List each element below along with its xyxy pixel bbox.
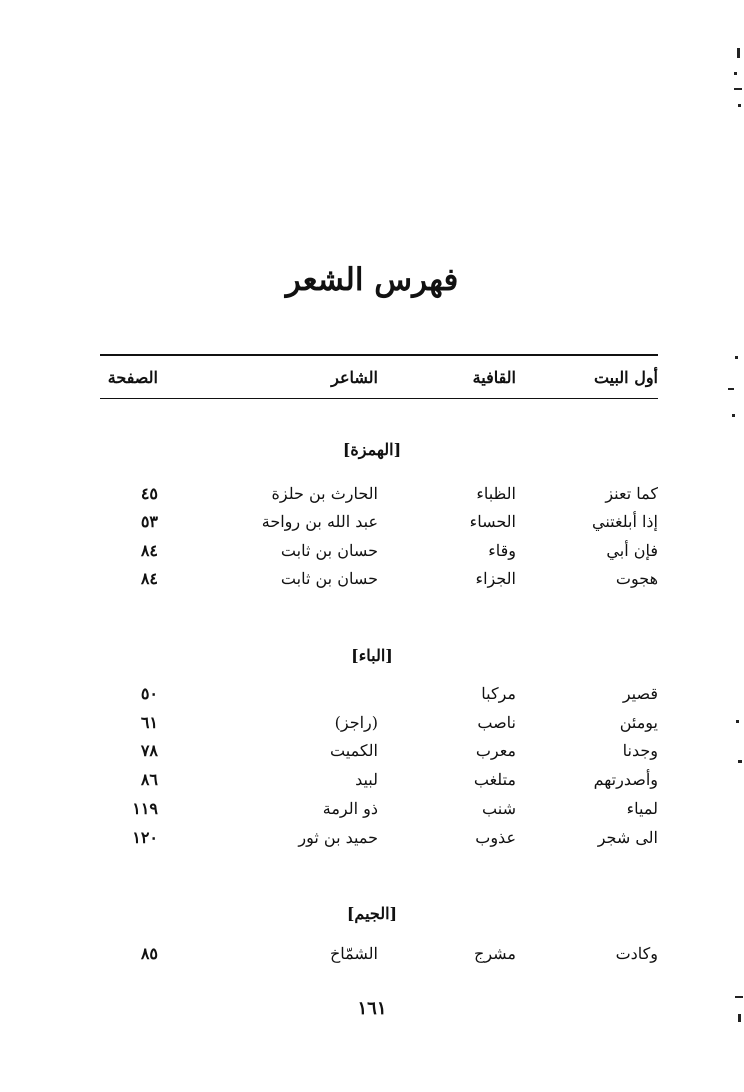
table-row (0, 709, 744, 737)
rhyme: مشرج (474, 944, 516, 963)
page-number: ١٦١ (357, 998, 387, 1019)
table-row (0, 737, 744, 765)
scan-mark (736, 720, 739, 723)
header-rhyme: القافية (472, 368, 516, 387)
table-row (0, 565, 744, 593)
table-row (0, 766, 744, 794)
page: ٨٦ (140, 770, 158, 789)
poet: حميد بن ثور (298, 828, 378, 847)
first-verse: إذا أبلغتني (591, 512, 658, 531)
rhyme: معرب (475, 741, 516, 760)
poet: لبيد (355, 770, 378, 789)
poet: الحارث بن حلزة (271, 484, 378, 503)
first-verse: قصير (622, 684, 658, 703)
rhyme: وقاء (488, 541, 516, 560)
first-verse: كما تعنز (605, 484, 658, 503)
section-title-ba: [الباء] (351, 646, 393, 665)
rhyme: الجزاء (475, 569, 516, 588)
rhyme: متلغب (473, 770, 516, 789)
scan-mark (728, 388, 734, 390)
poet: الكميت (330, 741, 378, 760)
page: ٥٠ (140, 684, 158, 703)
rhyme: عذوب (475, 828, 516, 847)
scan-mark (734, 72, 737, 75)
header-page: الصفحة (107, 368, 158, 387)
first-verse: هجوت (615, 569, 658, 588)
scan-mark (737, 48, 740, 58)
first-verse: يومئن (619, 713, 658, 732)
table-row (0, 940, 744, 968)
page: ٤٥ (140, 484, 158, 503)
page: ١١٩ (132, 799, 158, 818)
poet: ذو الرمة (322, 799, 378, 818)
index-title: فهرس الشعر (285, 262, 459, 298)
header-bottom-rule (100, 398, 658, 399)
scan-mark (734, 88, 742, 90)
table-row (0, 508, 744, 536)
first-verse: الى شجر (597, 828, 658, 847)
page: ٦١ (140, 713, 158, 732)
page: ٥٣ (140, 512, 158, 531)
poet: عبد الله بن رواحة (261, 512, 378, 531)
page: ١٢٠ (132, 828, 158, 847)
poet: الشمّاخ (329, 944, 378, 963)
poet: حسان بن ثابت (280, 541, 378, 560)
rhyme: مركبا (481, 684, 516, 703)
poet: حسان بن ثابت (280, 569, 378, 588)
rhyme: ناصب (477, 713, 516, 732)
section-title-jim: [الجيم] (346, 904, 398, 923)
scan-mark (738, 760, 742, 763)
scan-mark (738, 104, 741, 107)
section-title-hamza: [الهمزة] (342, 440, 402, 459)
header-top-rule (100, 354, 658, 356)
first-verse: وأصدرتهم (593, 770, 658, 789)
rhyme: الظباء (476, 484, 516, 503)
rhyme: شنب (482, 799, 516, 818)
table-row (0, 537, 744, 565)
header-first-verse: أول البيت (593, 368, 658, 387)
table-row (0, 480, 744, 508)
page: ٨٥ (140, 944, 158, 963)
table-row (0, 680, 744, 708)
page: ٨٤ (140, 541, 158, 560)
page: ٧٨ (140, 741, 158, 760)
table-header (0, 364, 744, 392)
scan-mark (738, 1014, 741, 1022)
table-row (0, 824, 744, 852)
table-row (0, 795, 744, 823)
scan-mark (732, 414, 735, 417)
first-verse: لمياء (626, 799, 658, 818)
page: ٨٤ (140, 569, 158, 588)
poet: (راجز) (334, 713, 378, 732)
first-verse: وجدنا (622, 741, 658, 760)
rhyme: الحساء (469, 512, 516, 531)
first-verse: وكادت (615, 944, 658, 963)
scan-mark (735, 356, 738, 359)
scan-mark (735, 996, 743, 998)
first-verse: فإن أبي (606, 541, 658, 560)
header-poet: الشاعر (331, 368, 378, 387)
